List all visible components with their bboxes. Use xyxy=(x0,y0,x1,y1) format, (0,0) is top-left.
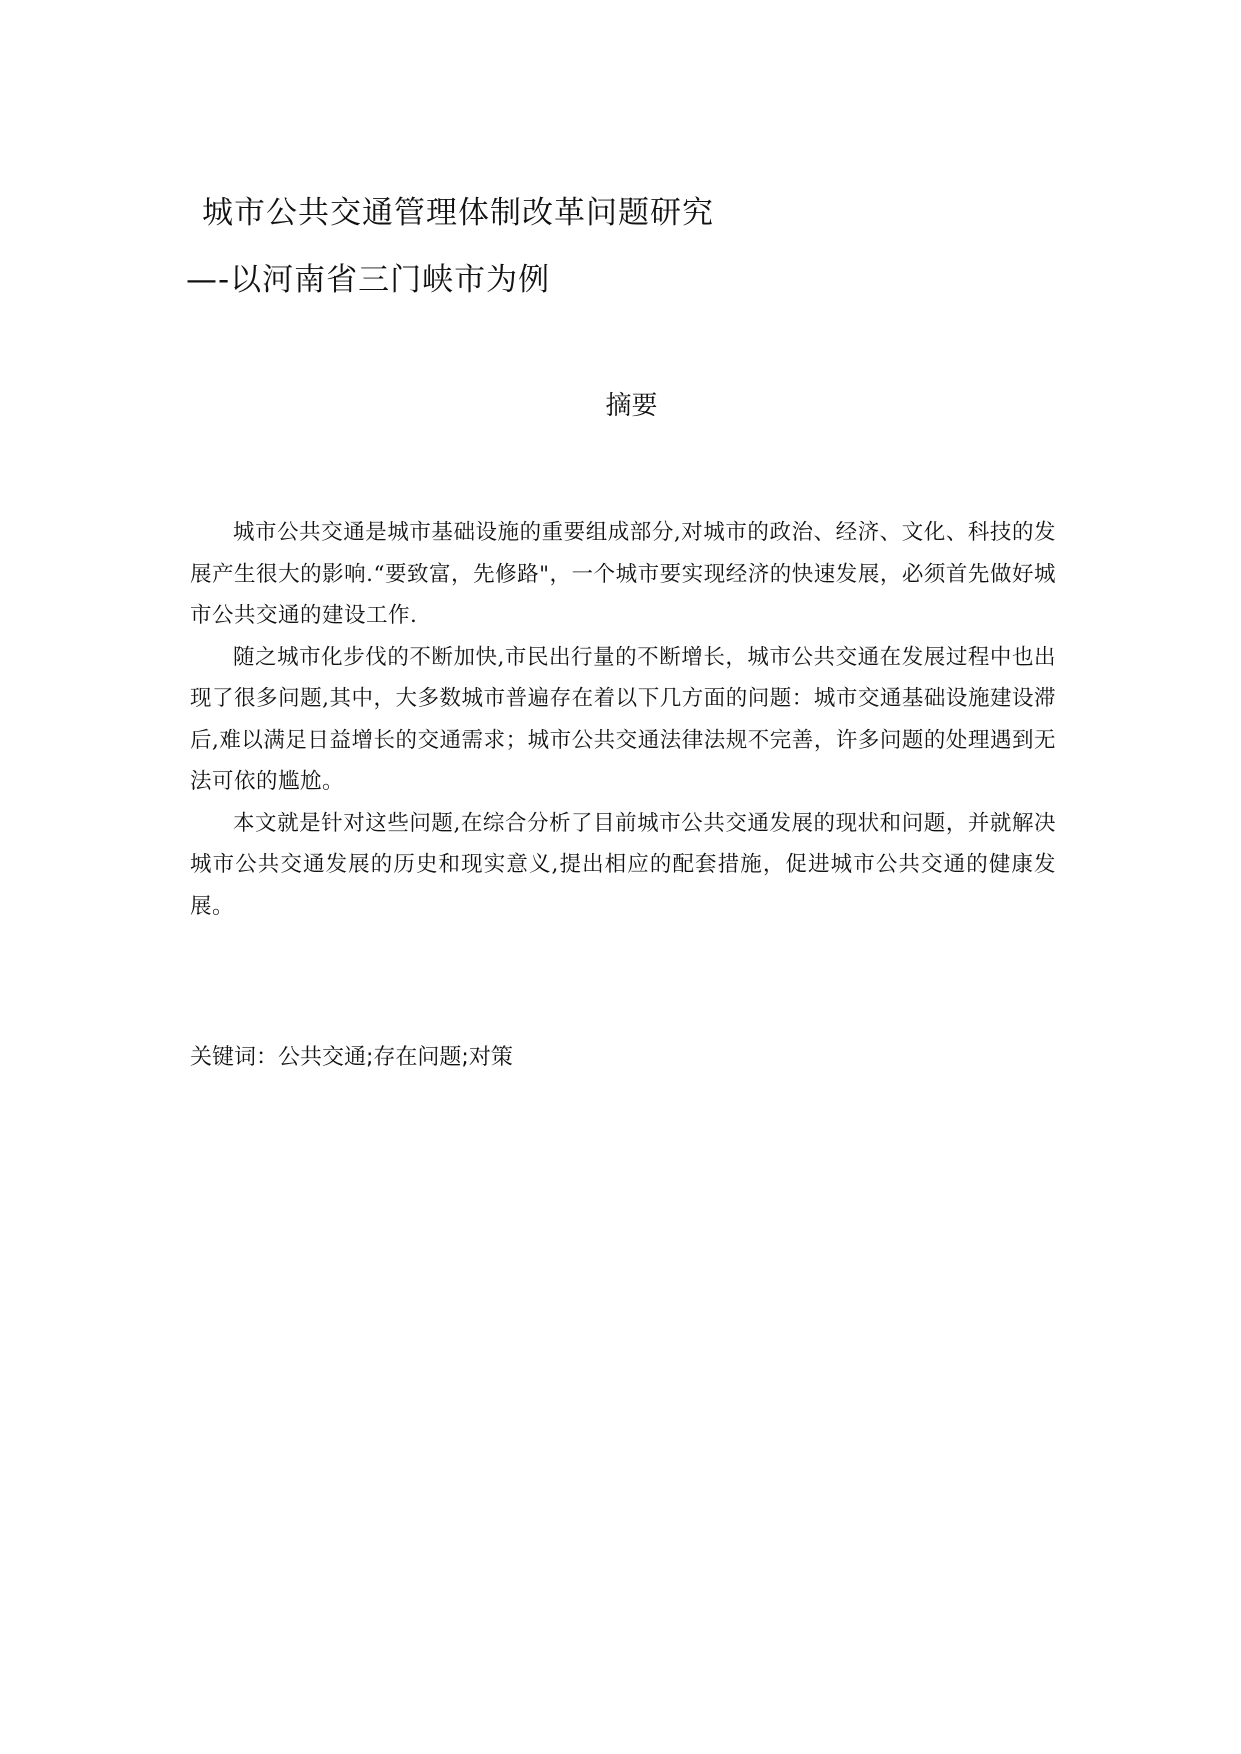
document-title: 城市公共交通管理体制改革问题研究 xyxy=(202,195,714,231)
abstract-heading: 摘要 xyxy=(605,391,658,421)
abstract-paragraph: 城市公共交通是城市基础设施的重要组成部分,对城市的政治、经济、文化、科技的发展产生很大的影响.“要致富，先修路"，一个城市要实现经济的快速发展，必须首先做好城市公共交通的建设工作. xyxy=(190,520,1056,628)
keywords-line: 关键词：公共交通;存在问题;对策 xyxy=(190,1045,513,1070)
document-subtitle: —-以河南省三门峡市为例 xyxy=(186,262,551,298)
abstract-body xyxy=(190,512,1056,927)
abstract-paragraph: 本文就是针对这些问题,在综合分析了目前城市公共交通发展的现状和问题，并就解决城市公共交通发展的历史和现实意义,提出相应的配套措施，促进城市公共交通的健康发展。 xyxy=(190,810,1056,919)
abstract-paragraph: 随之城市化步伐的不断加快,市民出行量的不断增长，城市公共交通在发展过程中也出现了很多问题,其中，大多数城市普遍存在着以下几方面的问题：城市交通基础设施建设滞后,难以满足日益增长的交通需求；城市公共交通法律法规不完善，许多问题的处理遇到无法可依的尴尬。 xyxy=(190,644,1056,794)
